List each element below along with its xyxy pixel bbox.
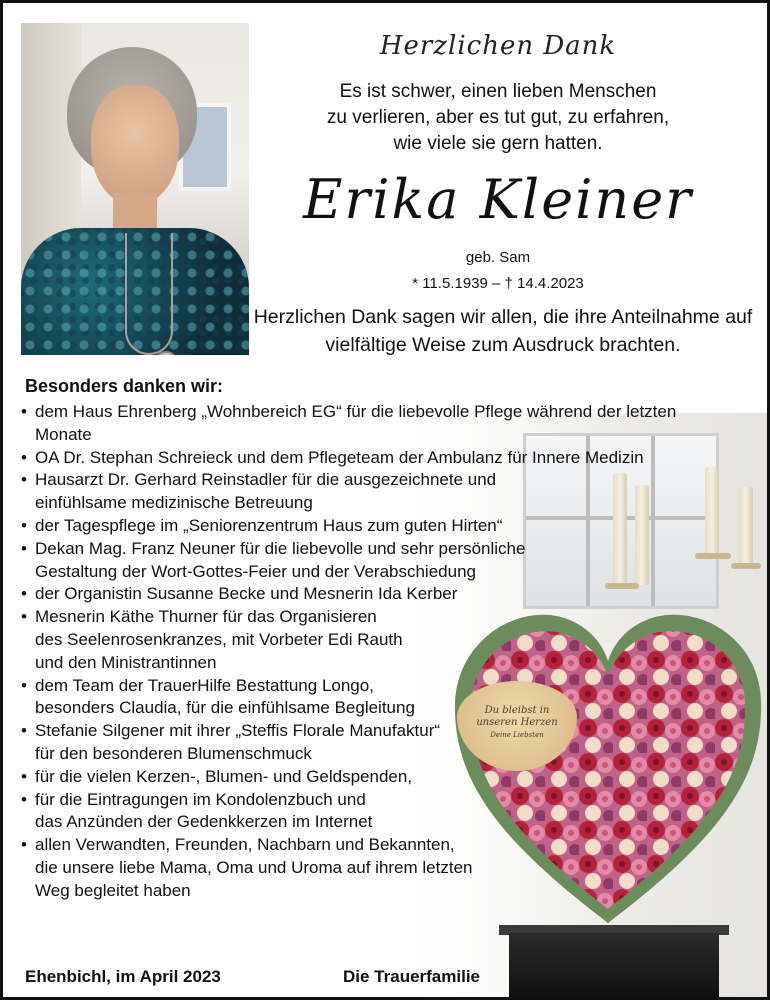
list-item: • OA Dr. Stephan Schreieck und dem Pflegeteam der Ambulanz für Innere Medizin	[21, 447, 721, 470]
quote-text: Es ist schwer, einen lieben Menschen zu verlieren, aber es tut gut, zu erfahren, wie viele sie gern hatten.	[326, 81, 670, 154]
list-item: • dem Haus Ehrenberg „Wohnbereich EG“ für die liebevolle Pflege während der letzten Monate	[21, 401, 721, 447]
birth-name: geb. Sam	[465, 249, 531, 266]
list-item: • dem Team der TrauerHilfe Bestattung Longo, besonders Claudia, für die einfühlsame Begleitung	[21, 675, 721, 721]
plaque-line-2: unseren Herzen	[476, 717, 558, 728]
list-item: • Mesnerin Käthe Thurner für das Organisieren des Seelenrosenkranzes, mit Vorbeter Edi Rauth und den Ministrantinnen	[21, 606, 721, 674]
list-item: • für die Eintragungen im Kondolenzbuch und das Anzünden der Gedenkkerzen im Internet	[21, 789, 721, 835]
thanks-list	[21, 401, 721, 903]
wreath-stand	[509, 933, 719, 997]
list-item: • Stefanie Silgener mit ihrer „Steffis Florale Manufaktur“ für den besonderen Blumenschmuck	[21, 720, 721, 766]
list-item: • für die vielen Kerzen-, Blumen- und Geldspenden,	[21, 766, 721, 789]
place-date: Ehenbichl, im April 2023	[25, 967, 221, 986]
thanks-text: Herzlichen Dank sagen wir allen, die ihre Anteilnahme auf vielfältige Weise zum Ausdruck brachten.	[253, 306, 753, 356]
plaque-line-1: Du bleibst in	[484, 705, 550, 716]
list-item: • der Organistin Susanne Becke und Mesnerin Ida Kerber	[21, 583, 721, 606]
list-item: • der Tagespflege im „Seniorenzentrum Haus zum guten Hirten“	[21, 515, 721, 538]
list-item: • allen Verwandten, Freunden, Nachbarn und Bekannten, die unsere liebe Mama, Oma und Uroma auf ihrem letzten Weg begleitet haben	[21, 834, 721, 902]
list-title: Besonders danken wir:	[25, 376, 224, 396]
portrait-photo	[21, 23, 249, 355]
list-item: • Dekan Mag. Franz Neuner für die liebevolle und sehr persönliche Gestaltung der Wort-Gottes-Feier und der Verabschiedung	[21, 538, 721, 584]
signature: Die Trauerfamilie	[343, 967, 481, 986]
deceased-name: Erika Kleiner	[303, 168, 693, 231]
list-item: • Hausarzt Dr. Gerhard Reinstadler für die ausgezeichnete und einfühlsame medizinische Betreuung	[21, 469, 721, 515]
life-dates: * 11.5.1939 – † 14.4.2023	[412, 275, 584, 292]
plaque-line-3: Deine Liebsten	[490, 731, 544, 739]
script-heading: Herzlichen Dank	[379, 31, 617, 61]
